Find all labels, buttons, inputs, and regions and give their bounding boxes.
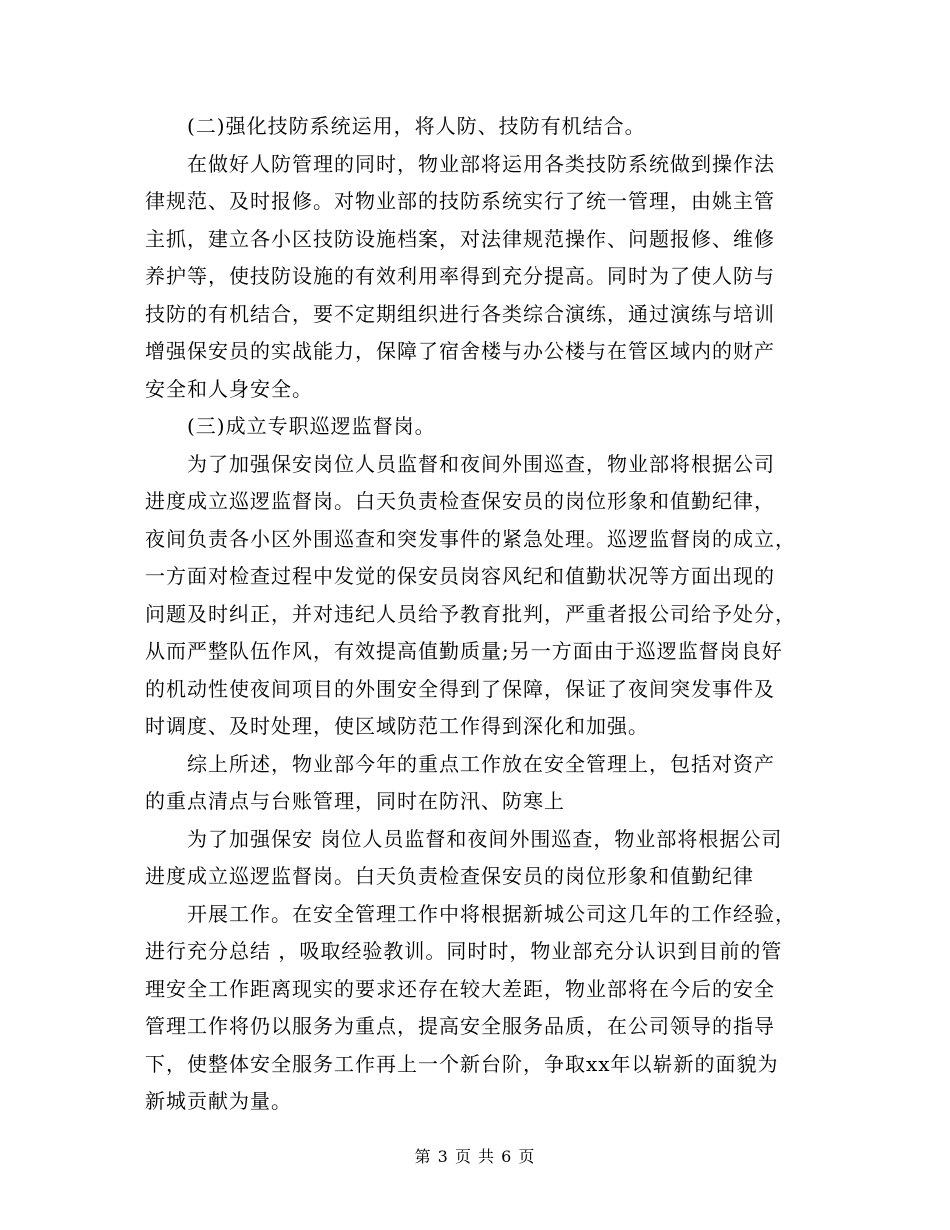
- paragraph-line: 新城贡献为量。: [145, 1089, 292, 1113]
- paragraph-line: 时调度、及时处理，使区域防范工作得到深化和加强。: [145, 714, 649, 738]
- page-number-footer: 第 3 页 共 6 页: [414, 1147, 536, 1166]
- paragraph-line: 技防的有机结合，要不定期组织进行各类综合演练，通过演练与培训: [145, 301, 775, 326]
- paragraph-line: 的机动性使夜间项目的外围安全得到了保障，保证了夜间突发事件及: [145, 676, 775, 701]
- paragraph-line: 增强保安员的实战能力，保障了宿舍楼与办公楼与在管区域内的财产: [145, 339, 775, 363]
- paragraph-line: 为了加强保安 岗位人员监督和夜间外围巡查，物业部将根据公司: [187, 826, 783, 851]
- paragraph-line: 下，使整体安全服务工作再上一个新台阶，争取xx年以崭新的面貌为: [145, 1051, 779, 1076]
- paragraph-line: 为了加强保安岗位人员监督和夜间外围巡查，物业部将根据公司: [187, 451, 775, 476]
- paragraph-line: 一方面对检查过程中发觉的保安员岗容风纪和值勤状况等方面出现的: [145, 564, 775, 588]
- paragraph-line: 律规范、及时报修。对物业部的技防系统实行了统一管理，由姚主管: [145, 189, 775, 213]
- paragraph-line: 从而严整队伍作风，有效提高值勤质量;另一方面由于巡逻监督岗良好: [145, 639, 783, 663]
- paragraph-line: 问题及时纠正，并对违纪人员给予教育批判，严重者报公司给予处分，: [145, 601, 796, 626]
- paragraph-line: 综上所述，物业部今年的重点工作放在安全管理上，包括对资产: [187, 751, 775, 776]
- paragraph-line: 在做好人防管理的同时，物业部将运用各类技防系统做到操作法: [187, 151, 775, 176]
- section-heading-3: (三)成立专职巡逻监督岗。: [187, 414, 436, 438]
- section-heading-2: (二)强化技防系统运用，将人防、技防有机结合。: [187, 114, 646, 138]
- paragraph-line: 管理工作将仍以服务为重点，提高安全服务品质，在公司领导的指导: [145, 1014, 775, 1038]
- paragraph-line: 开展工作。在安全管理工作中将根据新城公司这几年的工作经验，: [187, 901, 796, 926]
- paragraph-line: 安全和人身安全。: [145, 376, 313, 401]
- paragraph-line: 理安全工作距离现实的要求还存在较大差距，物业部将在今后的安全: [145, 976, 775, 1001]
- paragraph-line: 进度成立巡逻监督岗。白天负责检查保安员的岗位形象和值勤纪律，: [145, 489, 775, 513]
- paragraph-line: 进度成立巡逻监督岗。白天负责检查保安员的岗位形象和值勤纪律: [145, 864, 754, 888]
- paragraph-line: 养护等，使技防设施的有效利用率得到充分提高。同时为了使人防与: [145, 264, 775, 288]
- paragraph-line: 的重点清点与台账管理，同时在防汛、防寒上: [145, 789, 565, 813]
- paragraph-line: 夜间负责各小区外围巡查和突发事件的紧急处理。巡逻监督岗的成立，: [145, 526, 796, 551]
- document-body: [145, 108, 825, 1121]
- paragraph-line: 主抓，建立各小区技防设施档案，对法律规范操作、问题报修、维修: [145, 226, 775, 251]
- paragraph-line: 进行充分总结 ，吸取经验教训。同时时，物业部充分认识到目前的管: [145, 939, 783, 963]
